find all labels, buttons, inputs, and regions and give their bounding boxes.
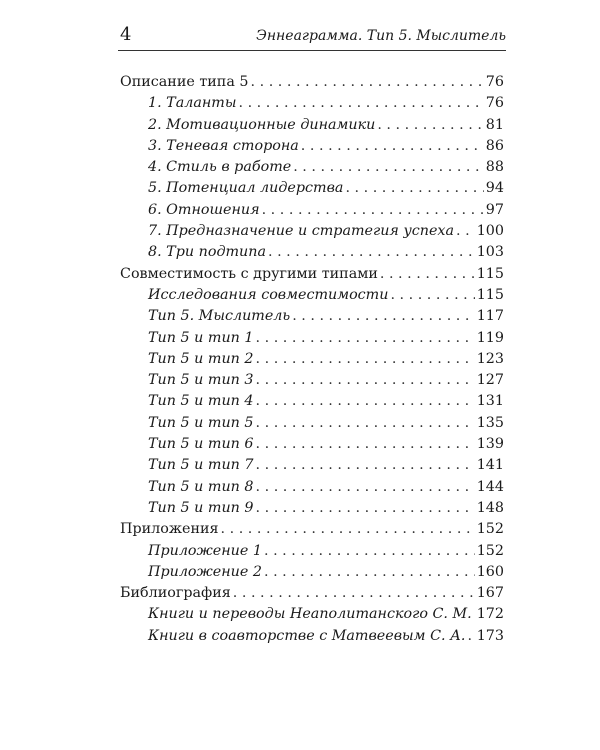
- dot-leader: [256, 413, 475, 434]
- toc-entry-page: 100: [476, 223, 504, 240]
- dot-leader: [256, 391, 475, 412]
- toc-entry: [120, 115, 504, 136]
- dot-leader: [251, 72, 484, 93]
- toc-entry: [120, 370, 504, 391]
- toc-entry-page: 97: [485, 201, 504, 218]
- toc-entry: [120, 200, 504, 221]
- toc-entry-title: 8. Три подтипа: [148, 244, 266, 261]
- toc-entry: [120, 498, 504, 519]
- toc-entry: [120, 583, 504, 604]
- toc-entry-title: Приложения: [120, 521, 219, 538]
- dot-leader: [256, 370, 475, 391]
- toc-entry-page: 172: [476, 606, 504, 623]
- dot-leader: [390, 285, 474, 306]
- toc-entry-page: 119: [476, 329, 504, 346]
- page-header: [118, 22, 506, 51]
- toc-entry-page: 139: [476, 436, 504, 453]
- dot-leader: [301, 136, 484, 157]
- toc-entry-page: 160: [476, 563, 504, 580]
- toc-entry-title: Тип 5 и тип 3: [148, 372, 254, 389]
- toc-entry: [120, 434, 504, 455]
- toc-entry-page: 86: [485, 137, 504, 154]
- dot-leader: [292, 306, 475, 327]
- toc-entry-page: 127: [476, 372, 504, 389]
- toc-entry-title: Библиография: [120, 585, 231, 602]
- toc-entry-title: Тип 5 и тип 5: [148, 414, 254, 431]
- toc-entry-title: Тип 5 и тип 9: [148, 499, 254, 516]
- dot-leader: [256, 455, 475, 476]
- toc-entry-page: 81: [485, 116, 504, 133]
- toc-entry: [120, 541, 504, 562]
- toc-entry-title: 2. Мотивационные динамики: [148, 116, 376, 133]
- toc-entry-page: 167: [476, 585, 504, 602]
- page-number: 4: [120, 24, 132, 45]
- dot-leader: [474, 604, 475, 625]
- toc-entry-page: 123: [476, 350, 504, 367]
- toc-entry-title: Совместимость с другими типами: [120, 265, 378, 282]
- dot-leader: [256, 349, 475, 370]
- toc-entry-title: Тип 5 и тип 6: [148, 436, 254, 453]
- toc-entry-title: Тип 5 и тип 8: [148, 478, 254, 495]
- toc-entry-page: 152: [476, 521, 504, 538]
- toc-entry: [120, 626, 504, 647]
- toc-entry: [120, 93, 504, 114]
- toc-entry-title: 1. Таланты: [148, 95, 237, 112]
- toc-entry-title: 4. Стиль в работе: [148, 159, 292, 176]
- dot-leader: [256, 477, 475, 498]
- toc-entry: [120, 242, 504, 263]
- toc-entry-title: Тип 5 и тип 1: [148, 329, 254, 346]
- toc-entry-title: 3. Теневая сторона: [148, 137, 299, 154]
- dot-leader: [293, 157, 484, 178]
- toc-entry: [120, 349, 504, 370]
- toc-entry-title: Приложение 2: [148, 563, 262, 580]
- toc-entry-title: Исследования совместимости: [148, 286, 389, 303]
- toc-entry-page: 148: [476, 499, 504, 516]
- toc-entry-title: Тип 5 и тип 2: [148, 350, 254, 367]
- toc-entry: [120, 136, 504, 157]
- toc-entry-title: Книги и переводы Неаполитанского С. М.: [148, 606, 472, 623]
- toc-entry: [120, 519, 504, 540]
- toc-entry-title: Тип 5. Мыслитель: [148, 308, 291, 325]
- toc-entry: [120, 157, 504, 178]
- toc-entry-title: Тип 5 и тип 7: [148, 457, 254, 474]
- toc-entry-page: 115: [476, 265, 504, 282]
- dot-leader: [256, 434, 475, 455]
- toc-entry: [120, 413, 504, 434]
- toc-entry: [120, 328, 504, 349]
- toc-entry: [120, 221, 504, 242]
- toc-entry-page: 94: [485, 180, 504, 197]
- toc-entry-page: 131: [476, 393, 504, 410]
- dot-leader: [467, 626, 474, 647]
- dot-leader: [262, 200, 484, 221]
- toc-entry-title: Описание типа 5: [120, 74, 249, 90]
- toc-entry-page: 115: [476, 286, 504, 303]
- dot-leader: [264, 541, 475, 562]
- dot-leader: [380, 264, 475, 285]
- toc-entry: [120, 455, 504, 476]
- toc-entry: [120, 477, 504, 498]
- dot-leader: [268, 242, 475, 263]
- toc-entry-title: Приложение 1: [148, 542, 262, 559]
- toc-entry-page: 103: [476, 244, 504, 261]
- toc-entry-title: Тип 5 и тип 4: [148, 393, 254, 410]
- toc-entry: [120, 264, 504, 285]
- toc-entry-page: 117: [476, 308, 504, 325]
- toc-entry: [120, 562, 504, 583]
- dot-leader: [264, 562, 475, 583]
- toc-entry-page: 152: [476, 542, 504, 559]
- table-of-contents: [120, 72, 504, 647]
- toc-entry: [120, 178, 504, 199]
- toc-entry: [120, 306, 504, 327]
- toc-entry: [120, 72, 504, 93]
- toc-entry-title: Книги в соавторстве с Матвеевым С. А.: [148, 627, 466, 644]
- dot-leader: [233, 583, 475, 604]
- toc-entry-page: 144: [476, 478, 504, 495]
- toc-entry-title: 5. Потенциал лидерства: [148, 180, 344, 197]
- dot-leader: [256, 498, 475, 519]
- dot-leader: [377, 115, 483, 136]
- toc-entry-title: 7. Предназначение и стратегия успеха: [148, 223, 455, 240]
- dot-leader: [221, 519, 475, 540]
- dot-leader: [456, 221, 475, 242]
- dot-leader: [256, 328, 475, 349]
- toc-entry: [120, 604, 504, 625]
- toc-entry: [120, 391, 504, 412]
- dot-leader: [345, 178, 483, 199]
- running-title: Эннеаграмма. Тип 5. Мыслитель: [256, 28, 506, 44]
- toc-entry-page: 135: [476, 414, 504, 431]
- toc-entry-page: 141: [476, 457, 504, 474]
- toc-entry-page: 88: [485, 159, 504, 176]
- dot-leader: [239, 93, 484, 114]
- toc-entry-page: 173: [476, 627, 504, 644]
- toc-entry: [120, 285, 504, 306]
- toc-entry-page: 76: [485, 95, 504, 112]
- toc-entry-page: 76: [485, 74, 504, 90]
- toc-entry-title: 6. Отношения: [148, 201, 260, 218]
